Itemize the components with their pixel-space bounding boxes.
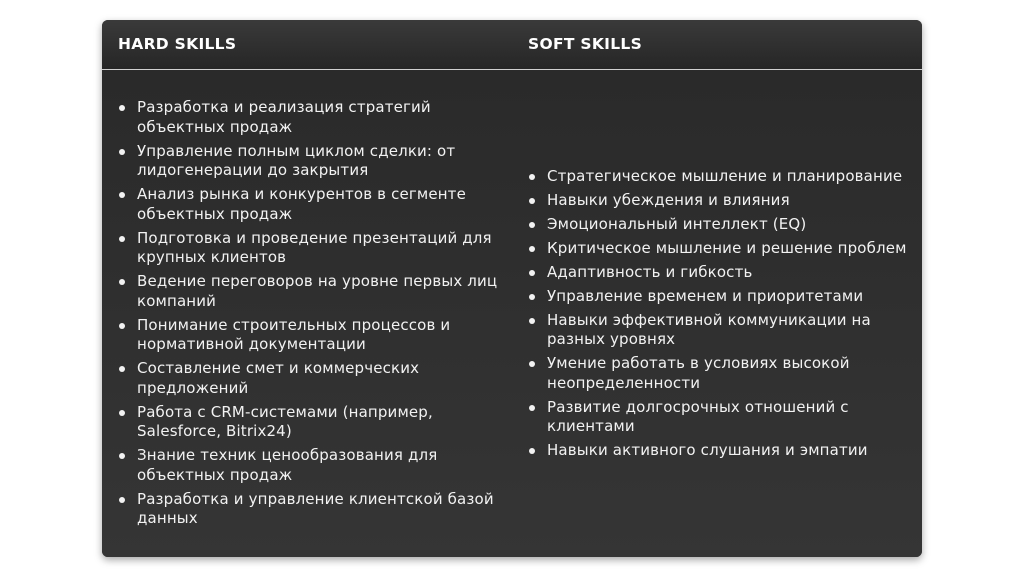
soft-skills-title: SOFT SKILLS bbox=[528, 35, 643, 53]
bullet-icon bbox=[119, 105, 125, 111]
hard-skill-item bbox=[102, 490, 512, 529]
hard-skill-text: Ведение переговоров на уровне первых лиц компаний bbox=[137, 272, 498, 310]
soft-skill-text: Адаптивность и гибкость bbox=[547, 262, 753, 281]
hard-skill-item bbox=[102, 229, 512, 268]
hard-skill-item bbox=[102, 359, 512, 398]
hard-skill-text: Понимание строительных процессов и нормативной документации bbox=[137, 315, 451, 354]
soft-skill-item bbox=[512, 263, 922, 283]
hard-skill-item bbox=[102, 316, 512, 355]
bullet-icon bbox=[119, 192, 125, 198]
hard-skill-text: Разработка и управление клиентской базой данных bbox=[137, 489, 494, 528]
skills-card-header bbox=[102, 20, 922, 70]
bullet-icon bbox=[529, 198, 535, 204]
hard-skill-text: Управление полным циклом сделки: от лидогенерации до закрытия bbox=[137, 141, 456, 180]
soft-skill-item bbox=[512, 311, 922, 350]
bullet-icon bbox=[119, 149, 125, 155]
hard-skills-list bbox=[102, 98, 512, 529]
skills-card-body bbox=[102, 70, 922, 557]
soft-skill-text: Стратегическое мышление и планирование bbox=[547, 166, 903, 185]
hard-skill-text: Знание техник ценообразования для объектных продаж bbox=[137, 446, 438, 484]
bullet-icon bbox=[529, 405, 535, 411]
hard-skill-item bbox=[102, 98, 512, 137]
bullet-icon bbox=[529, 174, 535, 180]
soft-skill-item bbox=[512, 167, 922, 187]
bullet-icon bbox=[119, 236, 125, 242]
soft-skill-text: Умение работать в условиях высокой неопределенности bbox=[547, 354, 850, 392]
soft-skill-item bbox=[512, 287, 922, 307]
soft-skill-item bbox=[512, 354, 922, 393]
soft-skill-text: Управление временем и приоритетами bbox=[547, 286, 864, 305]
hard-skill-text: Составление смет и коммерческих предложений bbox=[137, 359, 420, 397]
hard-skill-item bbox=[102, 403, 512, 442]
soft-skill-text: Эмоциональный интеллект (EQ) bbox=[547, 214, 807, 233]
hard-skill-item bbox=[102, 185, 512, 224]
soft-skills-column bbox=[512, 70, 922, 557]
bullet-icon bbox=[529, 294, 535, 300]
soft-skill-text: Навыки активного слушания и эмпатии bbox=[547, 441, 868, 459]
hard-skill-text: Работа с CRM-системами (например, Salesforce, Bitrix24) bbox=[137, 402, 433, 441]
hard-skill-text: Разработка и реализация стратегий объектных продаж bbox=[137, 98, 431, 136]
soft-skill-item bbox=[512, 239, 922, 259]
hard-skill-item bbox=[102, 446, 512, 485]
hard-skill-item bbox=[102, 142, 512, 181]
bullet-icon bbox=[119, 410, 125, 416]
hard-skill-item bbox=[102, 272, 512, 311]
bullet-icon bbox=[529, 318, 535, 324]
hard-skill-text: Анализ рынка и конкурентов в сегменте объектных продаж bbox=[137, 185, 466, 223]
soft-skill-item bbox=[512, 215, 922, 235]
bullet-icon bbox=[529, 246, 535, 252]
bullet-icon bbox=[529, 270, 535, 276]
bullet-icon bbox=[119, 323, 125, 329]
bullet-icon bbox=[529, 222, 535, 228]
soft-skill-text: Навыки эффективной коммуникации на разных уровнях bbox=[547, 310, 871, 348]
soft-skill-text: Навыки убеждения и влияния bbox=[547, 190, 790, 209]
hard-skills-column bbox=[102, 70, 512, 557]
soft-skill-text: Развитие долгосрочных отношений с клиентами bbox=[547, 397, 849, 435]
bullet-icon bbox=[119, 453, 125, 459]
soft-skill-text: Критическое мышление и решение проблем bbox=[547, 238, 907, 257]
bullet-icon bbox=[119, 279, 125, 285]
bullet-icon bbox=[529, 361, 535, 367]
hard-skill-text: Подготовка и проведение презентаций для крупных клиентов bbox=[137, 228, 492, 267]
bullet-icon bbox=[529, 448, 535, 454]
soft-skill-item bbox=[512, 441, 922, 461]
soft-skills-list bbox=[512, 167, 922, 461]
soft-skill-item bbox=[512, 398, 922, 437]
skills-card bbox=[102, 20, 922, 557]
hard-skills-title: HARD SKILLS bbox=[118, 35, 237, 53]
bullet-icon bbox=[119, 497, 125, 503]
soft-skill-item bbox=[512, 191, 922, 211]
bullet-icon bbox=[119, 366, 125, 372]
